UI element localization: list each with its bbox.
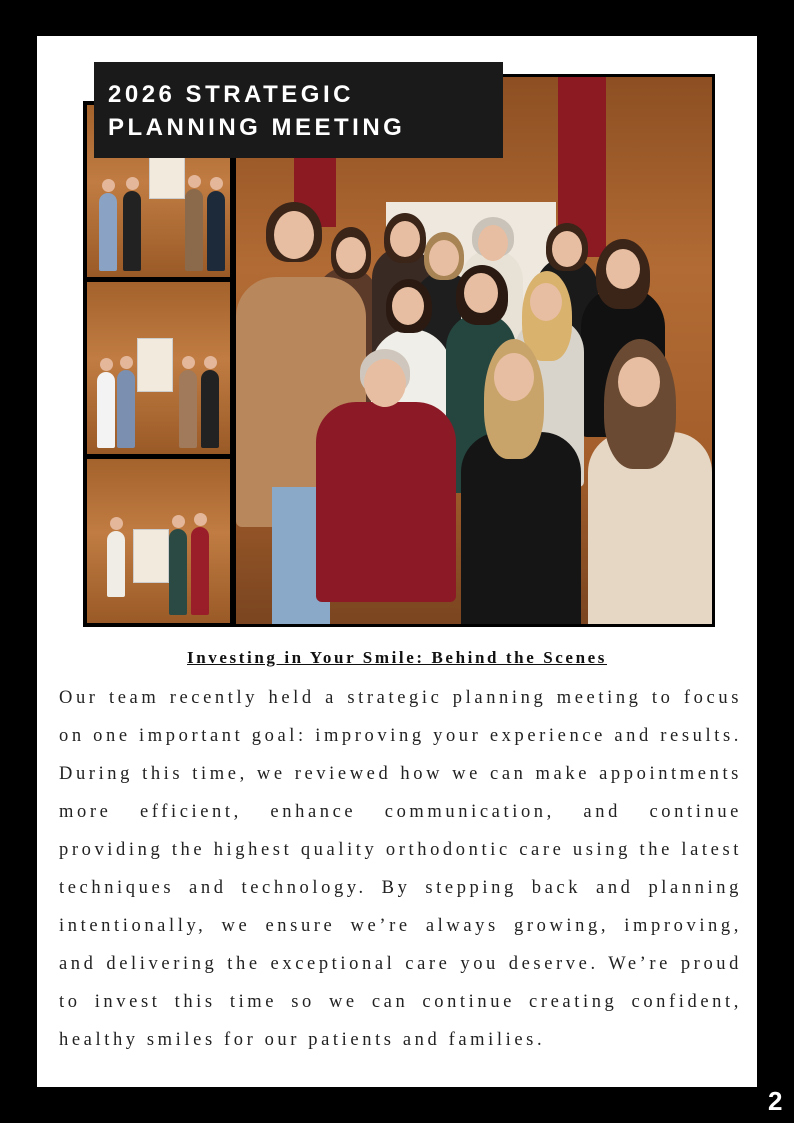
article-body: Our team recently held a strategic planning meeting to focus on one important goal: improving your experience and results. During this time, we reviewed how we can make appointments more efficient, enhance communication, and continue providing the highest quality orthodontic care using the latest techniques and technology. By stepping back and planning intentionally, we ensure we’re always growing, improving, and delivering the exceptional care you deserve. We’re proud to invest this time so we can continue creating confident, healthy smiles for our patients and families.	[59, 688, 742, 1050]
title-banner	[94, 62, 503, 158]
thumbnail-photo-column	[83, 101, 234, 627]
newsletter-page	[37, 36, 757, 1087]
page-number: 2	[768, 1086, 783, 1116]
article-heading: Investing in Your Smile: Behind the Scenes	[187, 648, 607, 667]
team-photo-thumbnail-3	[87, 459, 230, 623]
page-title: 2026 STRATEGIC PLANNING MEETING	[108, 81, 406, 141]
team-photo-thumbnail-2	[87, 282, 230, 454]
